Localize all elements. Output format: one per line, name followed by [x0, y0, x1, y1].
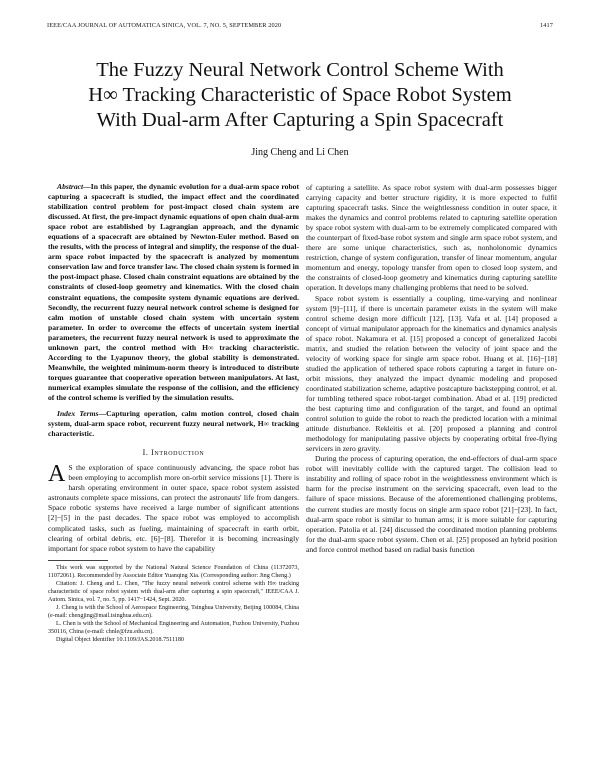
- title-line-1: The Fuzzy Neural Network Control Scheme With: [96, 59, 504, 81]
- body-paragraph-2: Space robot system is essentially a coupling, time-varying and nonlinear system [9]−[11], if there is uncertain parameter exists in the system will make control scheme design more difficult [12], [13]. Vafa et al. [14] proposed a concept of virtual manipulator approach for the kinematics and dynamics analysis of space robot. Nakamura et al. [15] proposed a concept of generalized Jacobi matrix, and studied the relation between the velocity of joint space and the velocity of working space for single arm space robot. Huang et al. [16]−[18] studied the application of tethered space robots capturing a target in future on-orbit missions, they analyzed the impact dynamic modeling and proposed coordinated stabilization scheme, adaptive postcapture backstepping control, et al. for tumbling tethered space robot-target combination. Abad et al. [19] predicted the best capturing time and configuration of the target, and found an optimal control solution to guide the robot to reach the predicted location with a minimal attitude disturbance. Rekleitis et al. [20] proposed a planning and control methodology for manipulating passive objects by cooperating orbital free-flying servicers in zero gravity.: [306, 293, 557, 454]
- drop-cap: A: [48, 461, 66, 488]
- footnote-affiliation-1: J. Cheng is with the School of Aerospace Engineering, Tsinghua University, Beijing 100084, China (e-mail: chengjing@mail.tsinghua.edu.cn).: [48, 604, 299, 619]
- abstract: [48, 182, 299, 403]
- abstract-text: —In this paper, the dynamic evolution for a dual-arm space robot capturing a spacecraft is studied, the impact effect and the coordinated stabilization control problem for post-impact closed chain system are discussed. At first, the pre-impact dynamic equations of open chain dual-arm space robot are established by Lagrangian approach, and the dynamic equations of a spacecraft are obtained by Newton-Euler method. Based on the results, with the process of integral and simplify, the response of the dual-arm space robot impacted by the spacecraft is analyzed by momentum conservation law and force transfer law. The closed chain system is formed in the post-impact phase. Closed chain constraint equations are obtained by the constraints of closed-loop geometry and kinematics. With the closed chain constraint equations, the composite system dynamic equations are derived. Secondly, the recurrent fuzzy neural network control scheme is designed for calm motion of unstable closed chain system with uncertain system parameter. In order to overcome the effects of uncertain system inertial parameters, the recurrent fuzzy neural network is used to approximate the unknown part, the control method with H∞ tracking characteristic. According to the Lyapunov theory, the global stability is demonstrated. Meanwhile, the weighted minimum-norm theory is introduced to distribute torques guarantee that cooperative operation between manipulators. At last, numerical examples simulate the response of the collision, and the efficiency of the control scheme is verified by the simulation results.: [48, 182, 299, 402]
- body-paragraph-3: During the process of capturing operation, the end-effectors of dual-arm space robot will inevitably collide with the captured target. The collision lead to instability and rolling of space robot in the weightlessness environment which is harm for the precise instrument on the servicing spacecraft, even lead to the failure of space missions. Because of the aforementioned challenging problems, the current studies are mostly focus on single arm space robot [21]−[23]. In fact, dual-arm space robot is similar to human arms; it is more suitable for capturing operation. Patolia et al. [24] discussed the coordinated motion planning problems for the dual-arm space robot system. Chen et al. [25] proposed an hybrid position and force control method based on radial basis function: [306, 454, 557, 554]
- footnote-rule: [48, 560, 108, 561]
- right-column: [306, 183, 557, 555]
- left-column: [48, 182, 299, 644]
- paper-title: [30, 58, 570, 133]
- footnote-funding: This work was supported by the National Natural Science Foundation of China (11372073, 11072061). Recommended by Associate Editor Yuanqing Xia. (Corresponding author: Jing Cheng.): [48, 564, 299, 579]
- title-line-2: H∞ Tracking Characteristic of Space Robot System: [88, 84, 512, 106]
- index-terms-text: —Capturing operation, calm motion control, closed chain system, dual-arm space robot, recurrent fuzzy neural network, H∞ tracking characteristic.: [48, 409, 299, 439]
- page-number: 1417: [540, 22, 553, 29]
- running-head: [47, 22, 553, 29]
- title-line-3: With Dual-arm After Capturing a Spin Spacecraft: [96, 109, 504, 131]
- footnotes: [48, 564, 299, 644]
- author-list: Jing Cheng and Li Chen: [251, 147, 349, 158]
- section-heading: [48, 448, 299, 458]
- index-terms: [48, 409, 299, 439]
- footnote-doi: Digital Object Identifier 10.1109/JAS.2018.7511180: [56, 636, 184, 643]
- journal-name: IEEE/CAA JOURNAL OF AUTOMATICA SINICA, VOL. 7, NO. 5, SEPTEMBER 2020: [47, 22, 282, 29]
- intro-first-line: S the exploration of space continuously advancing, the: [68, 463, 246, 473]
- section-title: Introduction: [151, 448, 205, 458]
- index-terms-label: Index Terms: [57, 409, 99, 419]
- section-number: I.: [142, 448, 149, 458]
- intro-text: space robot has been employing to accomplish more on-orbit service missions [1]. There is harsh operating environment in outer space, space robot system assisted astronauts complete space missions, can protect the astronauts' life from dangers. Space robotic systems have received a large number of significant attentions [2]−[5] in the past decades. The space robot was employed to accomplish complicated tasks, such as fueling, maintaining of spacecraft in earth orbit, clearing of orbital debris, etc. [6]−[8]. Therefor it is becoming increasingly important for space robot system to have the capability: [48, 463, 299, 553]
- footnote-affiliation-2: L. Chen is with the School of Mechanical Engineering and Automation, Fuzhou University, Fuzhou 350116, China (e-mail: chnle@fzu.edu.cn).: [48, 620, 299, 635]
- footnote-citation: Citation: J. Cheng and L. Chen, "The fuzzy neural network control scheme with H∞ tracking characteristic of space robot system with dual-arm after capturing a spin spacecraft," IEEE/CAA J. Autom. Sinica, vol. 7, no. 5, pp. 1417−1424, Sept. 2020.: [48, 580, 299, 603]
- abstract-label: Abstract: [57, 182, 84, 191]
- body-paragraph-1: of capturing a satellite. As space robot system with dual-arm possesses bigger carrying capacity and better structure rigidity, it is more expected to fulfil capturing spacecraft tasks. Since the weightlessness condition in outer space, it makes the dynamics and control problems related to capturing satellite operation by space robot system with dual-arm to be extremely complicated compared with the counterpart of fixed-base robot system and single arm space robot system, and there are some unique characteristics, such as, nonholonomic dynamics restriction, change of system configuration, transfer of linear momentum, angular momentum and energy, topology transfer from open to closed loop system, and the constraints of closed-loop geometry and kinematics during capturing satellite operation. It develops many challenging problems that need to be solved.: [306, 183, 557, 293]
- intro-paragraph: [48, 463, 299, 553]
